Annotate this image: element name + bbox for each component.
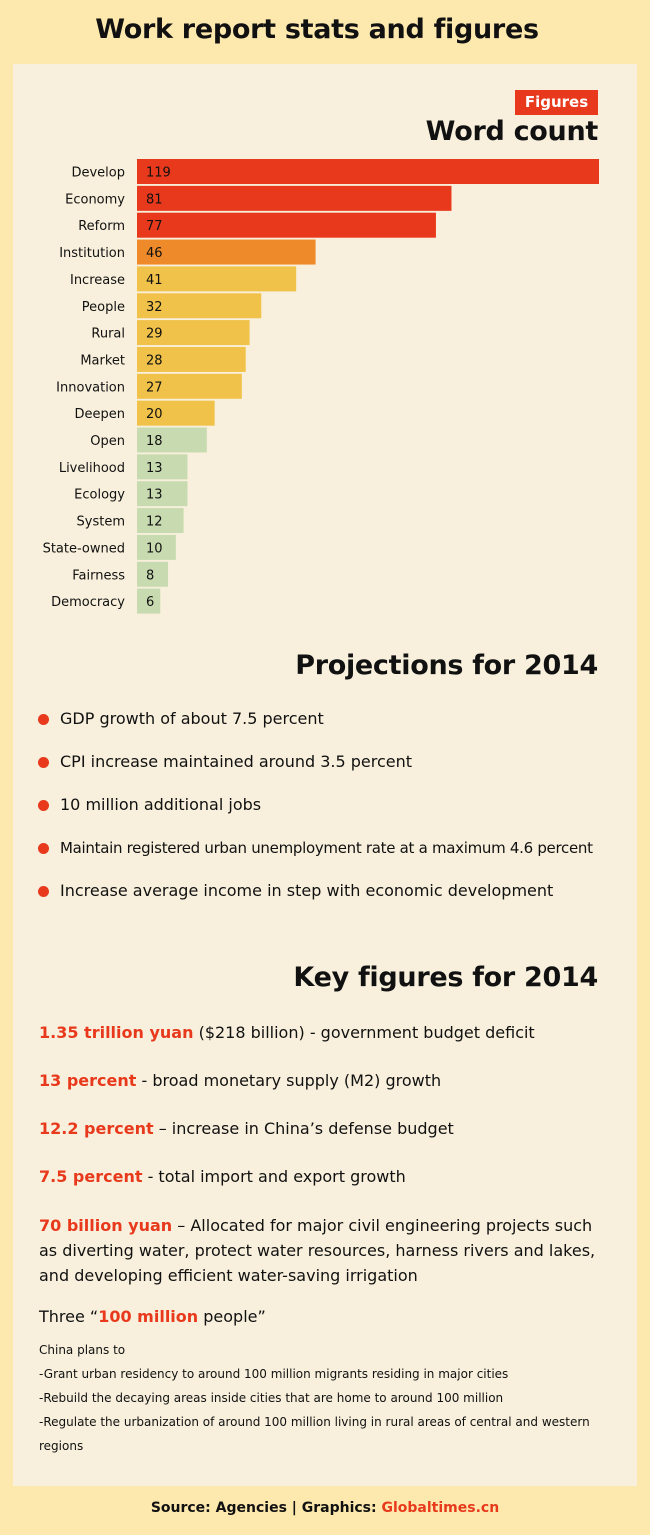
plan-line: -Regulate the urbanization of around 100 million living in rural areas of central and western regions: [39, 1415, 590, 1453]
plan-line: -Grant urban residency to around 100 million migrants residing in major cities: [39, 1367, 509, 1381]
key-figures-title: Key figures for 2014: [293, 962, 598, 993]
bar-value-label: 12: [146, 514, 163, 530]
category-label: Open: [90, 434, 125, 449]
key-figure-text: ($218 billion) - government budget deficit: [193, 1023, 535, 1042]
key-figure-item: [39, 1164, 406, 1189]
bar-develop: [137, 159, 599, 184]
bar-value-label: 13: [146, 460, 163, 476]
footer-source: Source: Agencies | Graphics:: [150, 1500, 382, 1516]
key-figure-highlight: 70 billion yuan: [39, 1216, 173, 1235]
bar-value-label: 29: [146, 326, 163, 342]
plan-line: -Rebuild the decaying areas inside cities that are home to around 100 million: [39, 1391, 504, 1405]
projections-title: Projections for 2014: [295, 650, 598, 681]
word-count-chart: [0, 155, 650, 625]
key-figure-highlight: 1.35 trillion yuan: [39, 1023, 194, 1042]
bar-value-label: 77: [146, 219, 163, 235]
projections-list: [38, 703, 593, 918]
category-label: System: [76, 514, 125, 530]
category-label: Institution: [59, 246, 125, 262]
category-label: People: [81, 299, 125, 315]
bar-reform: [137, 213, 436, 238]
bar-value-label: 32: [146, 299, 163, 315]
bar-value-label: 18: [146, 434, 163, 449]
projection-text: CPI increase maintained around 3.5 percent: [60, 752, 413, 771]
category-label: State-owned: [42, 541, 125, 557]
bar-value-label: 10: [146, 541, 163, 557]
three-highlight: 100 million: [98, 1307, 199, 1326]
bullet-dot-icon: [38, 886, 49, 897]
projection-item: [38, 703, 593, 746]
key-figure-highlight: 13 percent: [39, 1071, 137, 1090]
key-figure-item: [39, 1213, 609, 1288]
projection-item: [38, 832, 593, 875]
footer-credit: [0, 1500, 650, 1516]
bar-value-label: 119: [146, 165, 171, 181]
projection-item: [38, 746, 593, 789]
three-suffix: people”: [198, 1307, 266, 1326]
footer-brand: Globaltimes.cn: [381, 1500, 500, 1516]
projection-text: 10 million additional jobs: [60, 795, 262, 814]
bullet-dot-icon: [38, 714, 49, 725]
bar-value-label: 6: [146, 595, 155, 611]
category-label: Deepen: [74, 407, 125, 423]
bullet-dot-icon: [38, 843, 49, 854]
bullet-dot-icon: [38, 800, 49, 811]
three-prefix: Three “: [39, 1307, 99, 1326]
three-100-million-heading: [39, 1307, 266, 1326]
projection-text: Increase average income in step with economic development: [60, 881, 554, 900]
category-label: Livelihood: [58, 460, 125, 476]
category-label: Democracy: [51, 595, 125, 611]
key-figure-item: [39, 1068, 441, 1093]
bar-value-label: 81: [146, 192, 163, 208]
category-label: Develop: [71, 165, 125, 181]
key-figure-highlight: 7.5 percent: [39, 1167, 143, 1186]
bullet-dot-icon: [38, 757, 49, 768]
category-label: Rural: [91, 326, 125, 342]
bar-value-label: 13: [146, 487, 163, 503]
bar-value-label: 27: [146, 380, 163, 396]
page-title: Work report stats and figures: [95, 14, 539, 45]
bar-institution: [137, 240, 316, 265]
bar-value-label: 8: [146, 568, 155, 584]
category-label: Economy: [65, 192, 125, 208]
key-figure-text: - broad monetary supply (M2) growth: [136, 1071, 442, 1090]
projection-item: [38, 789, 593, 832]
figures-badge: Figures: [515, 90, 598, 115]
key-figure-text: - total import and export growth: [142, 1167, 406, 1186]
bar-value-label: 28: [146, 353, 163, 369]
category-label: Innovation: [56, 380, 125, 396]
key-figure-highlight: 12.2 percent: [39, 1119, 154, 1138]
key-figure-text: – increase in China’s defense budget: [153, 1119, 454, 1138]
chart-title: Word count: [425, 116, 598, 147]
bar-value-label: 41: [146, 272, 163, 288]
category-label: Reform: [78, 219, 125, 235]
projection-text: Maintain registered urban unemployment rate at a maximum 4.6 percent: [60, 839, 593, 857]
key-figure-item: [39, 1020, 535, 1045]
category-label: Ecology: [74, 487, 125, 503]
projection-text: GDP growth of about 7.5 percent: [60, 709, 324, 728]
category-label: Increase: [69, 272, 125, 288]
bar-value-label: 46: [146, 246, 163, 262]
bar-value-label: 20: [146, 407, 163, 423]
bar-economy: [137, 186, 451, 211]
key-figure-item: [39, 1116, 454, 1141]
category-label: Market: [80, 353, 125, 369]
plans-intro: China plans to: [39, 1343, 126, 1357]
key-figure-text: – Allocated for major civil engineering projects such as diverting water, protect water resources, harness rivers and lakes, and developing efficient water-saving irrigation: [39, 1216, 596, 1285]
category-label: Fairness: [72, 568, 125, 584]
projection-item: [38, 875, 593, 918]
